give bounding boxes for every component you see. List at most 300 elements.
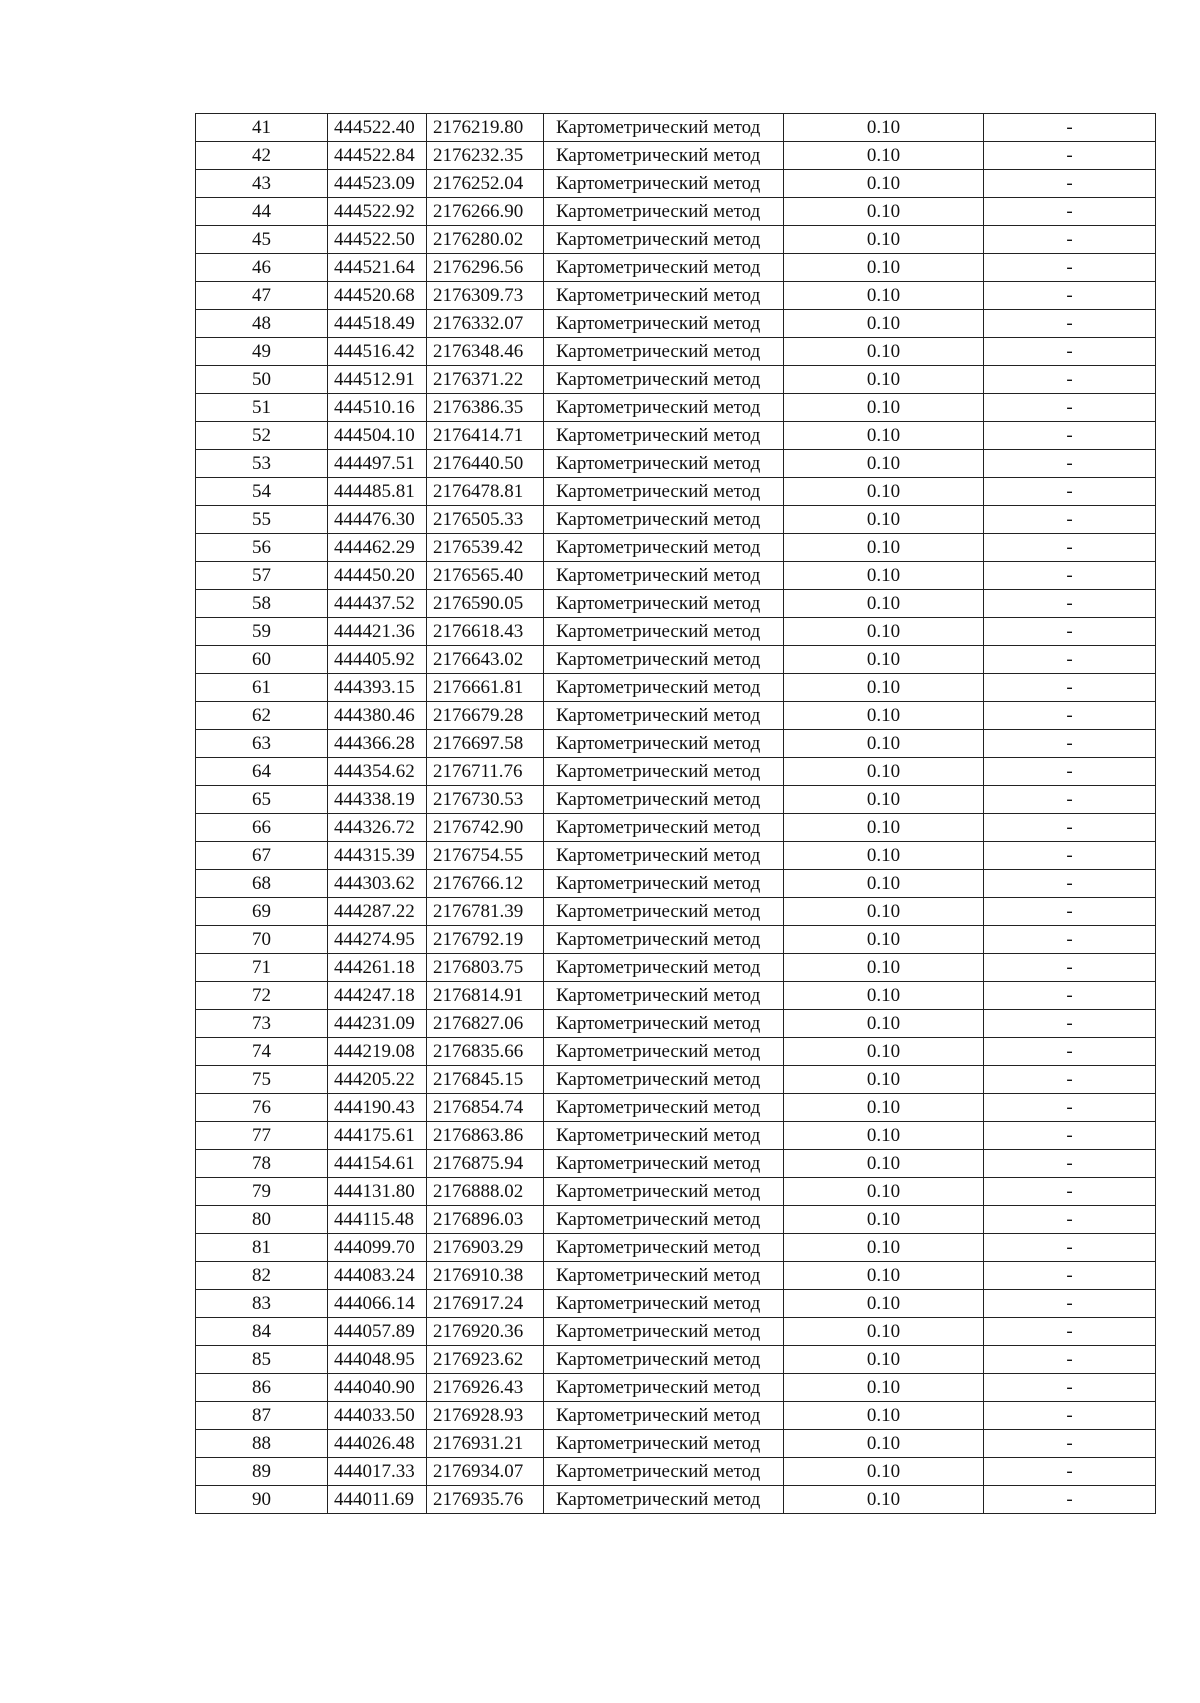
table-row xyxy=(196,1094,1156,1122)
method-cell: Картометрический метод xyxy=(544,1430,784,1458)
method-cell: Картометрический метод xyxy=(544,1262,784,1290)
x-coordinate-cell: 444083.24 xyxy=(328,1262,427,1290)
point-number-cell: 44 xyxy=(196,198,328,226)
point-number-cell: 57 xyxy=(196,562,328,590)
table-row xyxy=(196,1290,1156,1318)
table-row xyxy=(196,758,1156,786)
x-coordinate-cell: 444190.43 xyxy=(328,1094,427,1122)
table-row xyxy=(196,478,1156,506)
y-coordinate-cell: 2176414.71 xyxy=(427,422,544,450)
point-number-cell: 66 xyxy=(196,814,328,842)
accuracy-cell: 0.10 xyxy=(784,1150,984,1178)
point-number-cell: 80 xyxy=(196,1206,328,1234)
method-cell: Картометрический метод xyxy=(544,282,784,310)
x-coordinate-cell: 444518.49 xyxy=(328,310,427,338)
point-number-cell: 48 xyxy=(196,310,328,338)
method-cell: Картометрический метод xyxy=(544,226,784,254)
x-coordinate-cell: 444380.46 xyxy=(328,702,427,730)
table-row xyxy=(196,1374,1156,1402)
method-cell: Картометрический метод xyxy=(544,926,784,954)
method-cell: Картометрический метод xyxy=(544,422,784,450)
accuracy-cell: 0.10 xyxy=(784,702,984,730)
table-row xyxy=(196,1486,1156,1514)
method-cell: Картометрический метод xyxy=(544,198,784,226)
accuracy-cell: 0.10 xyxy=(784,478,984,506)
method-cell: Картометрический метод xyxy=(544,478,784,506)
y-coordinate-cell: 2176309.73 xyxy=(427,282,544,310)
description-cell: - xyxy=(984,1094,1156,1122)
method-cell: Картометрический метод xyxy=(544,366,784,394)
point-number-cell: 47 xyxy=(196,282,328,310)
point-number-cell: 55 xyxy=(196,506,328,534)
y-coordinate-cell: 2176219.80 xyxy=(427,114,544,142)
accuracy-cell: 0.10 xyxy=(784,646,984,674)
y-coordinate-cell: 2176730.53 xyxy=(427,786,544,814)
description-cell: - xyxy=(984,226,1156,254)
y-coordinate-cell: 2176903.29 xyxy=(427,1234,544,1262)
description-cell: - xyxy=(984,142,1156,170)
method-cell: Картометрический метод xyxy=(544,786,784,814)
table-row xyxy=(196,618,1156,646)
description-cell: - xyxy=(984,590,1156,618)
x-coordinate-cell: 444485.81 xyxy=(328,478,427,506)
description-cell: - xyxy=(984,1402,1156,1430)
x-coordinate-cell: 444057.89 xyxy=(328,1318,427,1346)
method-cell: Картометрический метод xyxy=(544,338,784,366)
table-row xyxy=(196,226,1156,254)
method-cell: Картометрический метод xyxy=(544,646,784,674)
point-number-cell: 43 xyxy=(196,170,328,198)
accuracy-cell: 0.10 xyxy=(784,1122,984,1150)
description-cell: - xyxy=(984,982,1156,1010)
table-row xyxy=(196,1458,1156,1486)
x-coordinate-cell: 444261.18 xyxy=(328,954,427,982)
method-cell: Картометрический метод xyxy=(544,170,784,198)
accuracy-cell: 0.10 xyxy=(784,730,984,758)
method-cell: Картометрический метод xyxy=(544,954,784,982)
description-cell: - xyxy=(984,1486,1156,1514)
y-coordinate-cell: 2176875.94 xyxy=(427,1150,544,1178)
accuracy-cell: 0.10 xyxy=(784,114,984,142)
accuracy-cell: 0.10 xyxy=(784,1290,984,1318)
description-cell: - xyxy=(984,1038,1156,1066)
point-number-cell: 65 xyxy=(196,786,328,814)
table-row xyxy=(196,982,1156,1010)
description-cell: - xyxy=(984,1374,1156,1402)
x-coordinate-cell: 444205.22 xyxy=(328,1066,427,1094)
point-number-cell: 77 xyxy=(196,1122,328,1150)
accuracy-cell: 0.10 xyxy=(784,1010,984,1038)
point-number-cell: 59 xyxy=(196,618,328,646)
point-number-cell: 63 xyxy=(196,730,328,758)
description-cell: - xyxy=(984,954,1156,982)
point-number-cell: 72 xyxy=(196,982,328,1010)
description-cell: - xyxy=(984,394,1156,422)
description-cell: - xyxy=(984,1122,1156,1150)
description-cell: - xyxy=(984,646,1156,674)
x-coordinate-cell: 444231.09 xyxy=(328,1010,427,1038)
accuracy-cell: 0.10 xyxy=(784,1038,984,1066)
y-coordinate-cell: 2176917.24 xyxy=(427,1290,544,1318)
y-coordinate-cell: 2176931.21 xyxy=(427,1430,544,1458)
accuracy-cell: 0.10 xyxy=(784,1066,984,1094)
point-number-cell: 60 xyxy=(196,646,328,674)
accuracy-cell: 0.10 xyxy=(784,674,984,702)
description-cell: - xyxy=(984,1234,1156,1262)
accuracy-cell: 0.10 xyxy=(784,1234,984,1262)
x-coordinate-cell: 444520.68 xyxy=(328,282,427,310)
accuracy-cell: 0.10 xyxy=(784,1262,984,1290)
table-row xyxy=(196,842,1156,870)
accuracy-cell: 0.10 xyxy=(784,842,984,870)
description-cell: - xyxy=(984,338,1156,366)
y-coordinate-cell: 2176643.02 xyxy=(427,646,544,674)
table-row xyxy=(196,254,1156,282)
method-cell: Картометрический метод xyxy=(544,898,784,926)
y-coordinate-cell: 2176697.58 xyxy=(427,730,544,758)
y-coordinate-cell: 2176505.33 xyxy=(427,506,544,534)
y-coordinate-cell: 2176896.03 xyxy=(427,1206,544,1234)
y-coordinate-cell: 2176252.04 xyxy=(427,170,544,198)
method-cell: Картометрический метод xyxy=(544,1458,784,1486)
point-number-cell: 64 xyxy=(196,758,328,786)
accuracy-cell: 0.10 xyxy=(784,1402,984,1430)
x-coordinate-cell: 444017.33 xyxy=(328,1458,427,1486)
table-row xyxy=(196,786,1156,814)
accuracy-cell: 0.10 xyxy=(784,506,984,534)
description-cell: - xyxy=(984,366,1156,394)
method-cell: Картометрический метод xyxy=(544,1066,784,1094)
method-cell: Картометрический метод xyxy=(544,142,784,170)
accuracy-cell: 0.10 xyxy=(784,366,984,394)
method-cell: Картометрический метод xyxy=(544,730,784,758)
table-row xyxy=(196,1066,1156,1094)
y-coordinate-cell: 2176910.38 xyxy=(427,1262,544,1290)
accuracy-cell: 0.10 xyxy=(784,422,984,450)
point-number-cell: 74 xyxy=(196,1038,328,1066)
accuracy-cell: 0.10 xyxy=(784,1318,984,1346)
accuracy-cell: 0.10 xyxy=(784,562,984,590)
table-row xyxy=(196,1262,1156,1290)
method-cell: Картометрический метод xyxy=(544,1150,784,1178)
y-coordinate-cell: 2176371.22 xyxy=(427,366,544,394)
y-coordinate-cell: 2176766.12 xyxy=(427,870,544,898)
method-cell: Картометрический метод xyxy=(544,1010,784,1038)
x-coordinate-cell: 444504.10 xyxy=(328,422,427,450)
description-cell: - xyxy=(984,1206,1156,1234)
y-coordinate-cell: 2176754.55 xyxy=(427,842,544,870)
description-cell: - xyxy=(984,1458,1156,1486)
description-cell: - xyxy=(984,674,1156,702)
method-cell: Картометрический метод xyxy=(544,758,784,786)
x-coordinate-cell: 444303.62 xyxy=(328,870,427,898)
y-coordinate-cell: 2176440.50 xyxy=(427,450,544,478)
x-coordinate-cell: 444521.64 xyxy=(328,254,427,282)
description-cell: - xyxy=(984,870,1156,898)
point-number-cell: 51 xyxy=(196,394,328,422)
y-coordinate-cell: 2176618.43 xyxy=(427,618,544,646)
y-coordinate-cell: 2176845.15 xyxy=(427,1066,544,1094)
method-cell: Картометрический метод xyxy=(544,590,784,618)
method-cell: Картометрический метод xyxy=(544,1318,784,1346)
point-number-cell: 76 xyxy=(196,1094,328,1122)
x-coordinate-cell: 444219.08 xyxy=(328,1038,427,1066)
point-number-cell: 78 xyxy=(196,1150,328,1178)
table-row xyxy=(196,282,1156,310)
description-cell: - xyxy=(984,786,1156,814)
y-coordinate-cell: 2176928.93 xyxy=(427,1402,544,1430)
accuracy-cell: 0.10 xyxy=(784,954,984,982)
method-cell: Картометрический метод xyxy=(544,814,784,842)
accuracy-cell: 0.10 xyxy=(784,982,984,1010)
accuracy-cell: 0.10 xyxy=(784,170,984,198)
method-cell: Картометрический метод xyxy=(544,870,784,898)
x-coordinate-cell: 444066.14 xyxy=(328,1290,427,1318)
description-cell: - xyxy=(984,422,1156,450)
x-coordinate-cell: 444405.92 xyxy=(328,646,427,674)
description-cell: - xyxy=(984,898,1156,926)
method-cell: Картометрический метод xyxy=(544,1402,784,1430)
accuracy-cell: 0.10 xyxy=(784,142,984,170)
x-coordinate-cell: 444523.09 xyxy=(328,170,427,198)
point-number-cell: 81 xyxy=(196,1234,328,1262)
method-cell: Картометрический метод xyxy=(544,1234,784,1262)
y-coordinate-cell: 2176835.66 xyxy=(427,1038,544,1066)
method-cell: Картометрический метод xyxy=(544,310,784,338)
y-coordinate-cell: 2176781.39 xyxy=(427,898,544,926)
point-number-cell: 49 xyxy=(196,338,328,366)
table-row xyxy=(196,142,1156,170)
description-cell: - xyxy=(984,814,1156,842)
accuracy-cell: 0.10 xyxy=(784,1430,984,1458)
point-number-cell: 73 xyxy=(196,1010,328,1038)
y-coordinate-cell: 2176661.81 xyxy=(427,674,544,702)
description-cell: - xyxy=(984,1066,1156,1094)
description-cell: - xyxy=(984,926,1156,954)
point-number-cell: 83 xyxy=(196,1290,328,1318)
table-row xyxy=(196,394,1156,422)
y-coordinate-cell: 2176266.90 xyxy=(427,198,544,226)
method-cell: Картометрический метод xyxy=(544,254,784,282)
table-row xyxy=(196,198,1156,226)
point-number-cell: 85 xyxy=(196,1346,328,1374)
accuracy-cell: 0.10 xyxy=(784,198,984,226)
method-cell: Картометрический метод xyxy=(544,1038,784,1066)
point-number-cell: 53 xyxy=(196,450,328,478)
y-coordinate-cell: 2176565.40 xyxy=(427,562,544,590)
x-coordinate-cell: 444522.92 xyxy=(328,198,427,226)
y-coordinate-cell: 2176742.90 xyxy=(427,814,544,842)
point-number-cell: 62 xyxy=(196,702,328,730)
point-number-cell: 42 xyxy=(196,142,328,170)
x-coordinate-cell: 444033.50 xyxy=(328,1402,427,1430)
method-cell: Картометрический метод xyxy=(544,1206,784,1234)
table-row xyxy=(196,310,1156,338)
y-coordinate-cell: 2176926.43 xyxy=(427,1374,544,1402)
x-coordinate-cell: 444497.51 xyxy=(328,450,427,478)
accuracy-cell: 0.10 xyxy=(784,1458,984,1486)
description-cell: - xyxy=(984,198,1156,226)
point-number-cell: 88 xyxy=(196,1430,328,1458)
description-cell: - xyxy=(984,310,1156,338)
x-coordinate-cell: 444326.72 xyxy=(328,814,427,842)
x-coordinate-cell: 444512.91 xyxy=(328,366,427,394)
table-row xyxy=(196,590,1156,618)
point-number-cell: 71 xyxy=(196,954,328,982)
point-number-cell: 69 xyxy=(196,898,328,926)
method-cell: Картометрический метод xyxy=(544,450,784,478)
description-cell: - xyxy=(984,254,1156,282)
coordinates-table xyxy=(195,113,1156,1514)
x-coordinate-cell: 444099.70 xyxy=(328,1234,427,1262)
description-cell: - xyxy=(984,506,1156,534)
x-coordinate-cell: 444437.52 xyxy=(328,590,427,618)
accuracy-cell: 0.10 xyxy=(784,926,984,954)
method-cell: Картометрический метод xyxy=(544,842,784,870)
description-cell: - xyxy=(984,534,1156,562)
method-cell: Картометрический метод xyxy=(544,1346,784,1374)
table-row xyxy=(196,646,1156,674)
accuracy-cell: 0.10 xyxy=(784,1206,984,1234)
table-row xyxy=(196,1150,1156,1178)
y-coordinate-cell: 2176679.28 xyxy=(427,702,544,730)
accuracy-cell: 0.10 xyxy=(784,282,984,310)
x-coordinate-cell: 444048.95 xyxy=(328,1346,427,1374)
x-coordinate-cell: 444450.20 xyxy=(328,562,427,590)
table-row xyxy=(196,702,1156,730)
point-number-cell: 84 xyxy=(196,1318,328,1346)
accuracy-cell: 0.10 xyxy=(784,1094,984,1122)
y-coordinate-cell: 2176478.81 xyxy=(427,478,544,506)
description-cell: - xyxy=(984,282,1156,310)
table-row xyxy=(196,730,1156,758)
y-coordinate-cell: 2176863.86 xyxy=(427,1122,544,1150)
table-row xyxy=(196,338,1156,366)
y-coordinate-cell: 2176280.02 xyxy=(427,226,544,254)
x-coordinate-cell: 444274.95 xyxy=(328,926,427,954)
y-coordinate-cell: 2176814.91 xyxy=(427,982,544,1010)
x-coordinate-cell: 444315.39 xyxy=(328,842,427,870)
x-coordinate-cell: 444462.29 xyxy=(328,534,427,562)
table-row xyxy=(196,898,1156,926)
table-row xyxy=(196,422,1156,450)
description-cell: - xyxy=(984,730,1156,758)
method-cell: Картометрический метод xyxy=(544,1122,784,1150)
x-coordinate-cell: 444131.80 xyxy=(328,1178,427,1206)
point-number-cell: 50 xyxy=(196,366,328,394)
table-row xyxy=(196,450,1156,478)
table-row xyxy=(196,926,1156,954)
accuracy-cell: 0.10 xyxy=(784,786,984,814)
description-cell: - xyxy=(984,114,1156,142)
accuracy-cell: 0.10 xyxy=(784,450,984,478)
point-number-cell: 41 xyxy=(196,114,328,142)
table-row xyxy=(196,170,1156,198)
accuracy-cell: 0.10 xyxy=(784,1486,984,1514)
table-row xyxy=(196,1346,1156,1374)
table-row xyxy=(196,954,1156,982)
y-coordinate-cell: 2176827.06 xyxy=(427,1010,544,1038)
description-cell: - xyxy=(984,758,1156,786)
description-cell: - xyxy=(984,562,1156,590)
description-cell: - xyxy=(984,1178,1156,1206)
point-number-cell: 54 xyxy=(196,478,328,506)
description-cell: - xyxy=(984,1346,1156,1374)
description-cell: - xyxy=(984,842,1156,870)
accuracy-cell: 0.10 xyxy=(784,310,984,338)
y-coordinate-cell: 2176935.76 xyxy=(427,1486,544,1514)
table-row xyxy=(196,674,1156,702)
point-number-cell: 46 xyxy=(196,254,328,282)
table-row xyxy=(196,1402,1156,1430)
x-coordinate-cell: 444366.28 xyxy=(328,730,427,758)
point-number-cell: 82 xyxy=(196,1262,328,1290)
accuracy-cell: 0.10 xyxy=(784,338,984,366)
table-row xyxy=(196,366,1156,394)
method-cell: Картометрический метод xyxy=(544,1374,784,1402)
table-row xyxy=(196,1206,1156,1234)
x-coordinate-cell: 444011.69 xyxy=(328,1486,427,1514)
x-coordinate-cell: 444175.61 xyxy=(328,1122,427,1150)
x-coordinate-cell: 444522.40 xyxy=(328,114,427,142)
point-number-cell: 89 xyxy=(196,1458,328,1486)
accuracy-cell: 0.10 xyxy=(784,898,984,926)
point-number-cell: 52 xyxy=(196,422,328,450)
y-coordinate-cell: 2176792.19 xyxy=(427,926,544,954)
x-coordinate-cell: 444154.61 xyxy=(328,1150,427,1178)
x-coordinate-cell: 444287.22 xyxy=(328,898,427,926)
y-coordinate-cell: 2176348.46 xyxy=(427,338,544,366)
method-cell: Картометрический метод xyxy=(544,114,784,142)
table-row xyxy=(196,562,1156,590)
x-coordinate-cell: 444040.90 xyxy=(328,1374,427,1402)
accuracy-cell: 0.10 xyxy=(784,394,984,422)
x-coordinate-cell: 444510.16 xyxy=(328,394,427,422)
x-coordinate-cell: 444522.50 xyxy=(328,226,427,254)
method-cell: Картометрический метод xyxy=(544,1290,784,1318)
y-coordinate-cell: 2176386.35 xyxy=(427,394,544,422)
method-cell: Картометрический метод xyxy=(544,562,784,590)
method-cell: Картометрический метод xyxy=(544,1094,784,1122)
x-coordinate-cell: 444354.62 xyxy=(328,758,427,786)
description-cell: - xyxy=(984,702,1156,730)
accuracy-cell: 0.10 xyxy=(784,1374,984,1402)
point-number-cell: 68 xyxy=(196,870,328,898)
table-row xyxy=(196,1178,1156,1206)
accuracy-cell: 0.10 xyxy=(784,254,984,282)
point-number-cell: 75 xyxy=(196,1066,328,1094)
table-row xyxy=(196,1122,1156,1150)
x-coordinate-cell: 444421.36 xyxy=(328,618,427,646)
description-cell: - xyxy=(984,618,1156,646)
point-number-cell: 58 xyxy=(196,590,328,618)
x-coordinate-cell: 444115.48 xyxy=(328,1206,427,1234)
table-row xyxy=(196,1234,1156,1262)
accuracy-cell: 0.10 xyxy=(784,1346,984,1374)
table-row xyxy=(196,534,1156,562)
point-number-cell: 87 xyxy=(196,1402,328,1430)
description-cell: - xyxy=(984,1430,1156,1458)
description-cell: - xyxy=(984,1318,1156,1346)
point-number-cell: 86 xyxy=(196,1374,328,1402)
table-row xyxy=(196,870,1156,898)
point-number-cell: 45 xyxy=(196,226,328,254)
y-coordinate-cell: 2176803.75 xyxy=(427,954,544,982)
accuracy-cell: 0.10 xyxy=(784,618,984,646)
point-number-cell: 56 xyxy=(196,534,328,562)
y-coordinate-cell: 2176854.74 xyxy=(427,1094,544,1122)
method-cell: Картометрический метод xyxy=(544,394,784,422)
